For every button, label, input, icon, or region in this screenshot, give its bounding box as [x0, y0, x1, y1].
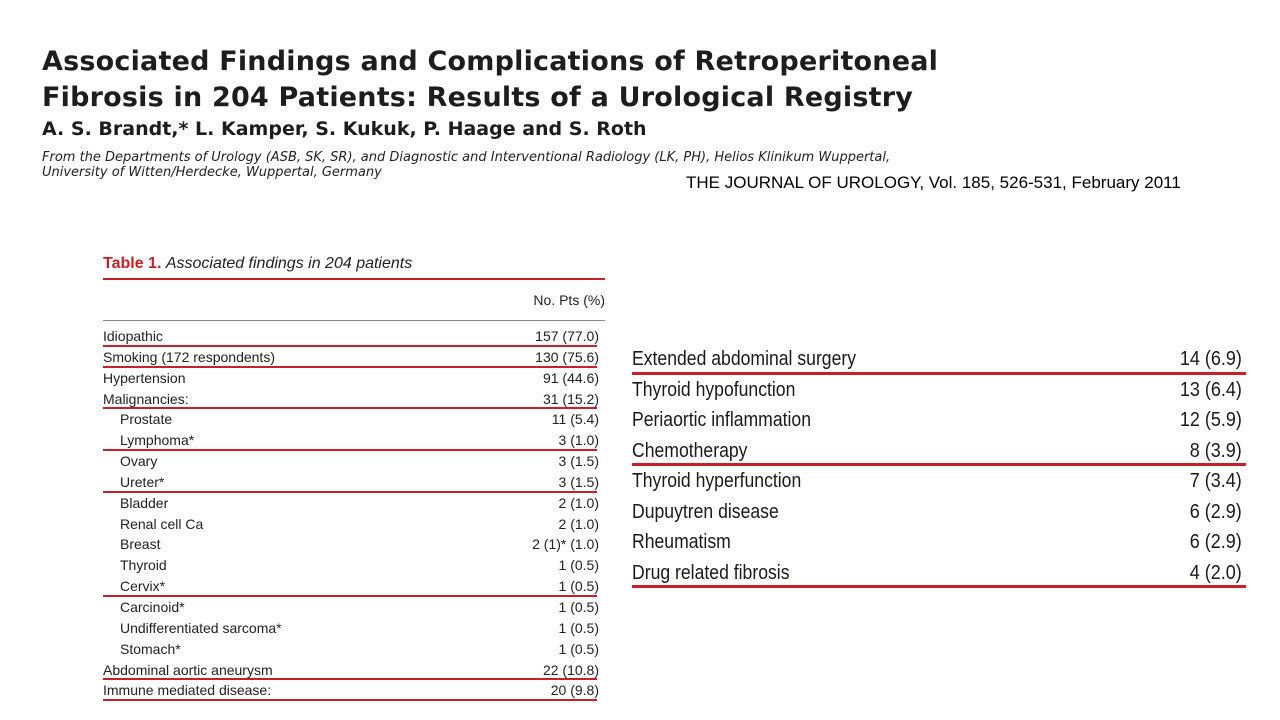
row-label: Lymphoma*	[120, 432, 195, 449]
row-value: 31 (15.2)	[542, 390, 599, 407]
row-value: 3 (1.5)	[558, 473, 599, 490]
row-value: 130 (75.6)	[535, 348, 599, 365]
row-value: 1 (0.5)	[558, 619, 599, 636]
table-row	[103, 576, 605, 597]
table-2-continuation	[632, 345, 1246, 589]
paper-title-line-1: Associated Findings and Complications of Retroperitoneal	[42, 46, 939, 77]
table-caption-text: Associated findings in 204 patients	[165, 255, 413, 272]
table-row	[632, 498, 1246, 529]
paper-title	[42, 44, 1242, 116]
row-label: Chemotherapy	[632, 439, 748, 462]
table-row	[103, 389, 605, 410]
row-value: 14 (6.9)	[1179, 348, 1242, 370]
table-1-rows	[103, 326, 605, 701]
table-row	[103, 639, 605, 660]
table-row	[103, 493, 605, 514]
row-label: Thyroid	[120, 557, 167, 574]
row-label: Undifferentiated sarcoma*	[120, 619, 282, 636]
row-value: 6 (2.9)	[1189, 531, 1242, 553]
affiliation-line-2: University of Witten/Herdecke, Wuppertal, Germany	[42, 165, 382, 180]
row-label: Carcinoid*	[120, 598, 185, 615]
table-row	[103, 660, 605, 681]
row-label: Stomach*	[120, 640, 181, 657]
table-row	[103, 326, 605, 347]
row-label: Prostate	[120, 411, 173, 428]
row-value: 6 (2.9)	[1189, 500, 1242, 523]
table-row	[632, 437, 1246, 468]
row-value: 8 (3.9)	[1189, 439, 1242, 462]
table-row	[632, 559, 1246, 590]
row-value: 22 (10.8)	[542, 661, 599, 678]
row-label: Smoking (172 respondents)	[103, 348, 275, 365]
row-label: Ovary	[120, 453, 158, 470]
row-label: Bladder	[120, 494, 169, 511]
row-value: 157 (77.0)	[535, 328, 599, 344]
row-value: 1 (0.5)	[558, 578, 599, 595]
row-label: Idiopathic	[103, 328, 163, 344]
table-row	[103, 472, 605, 493]
table-row	[632, 406, 1246, 437]
table-row	[103, 597, 605, 618]
journal-citation: THE JOURNAL OF UROLOGY, Vol. 185, 526-531, February 2011	[686, 173, 1181, 192]
table-caption-label: Table 1.	[103, 255, 162, 272]
table-row	[103, 409, 605, 430]
row-value: 1 (0.5)	[558, 598, 599, 615]
table-caption	[103, 250, 605, 278]
row-value: 3 (1.5)	[558, 453, 599, 470]
row-label: Periaortic inflammation	[632, 409, 812, 431]
row-label: Hypertension	[103, 369, 186, 386]
table-row	[103, 347, 605, 368]
table-row	[632, 528, 1246, 559]
table-row	[103, 680, 605, 701]
row-label: Breast	[120, 536, 161, 553]
row-label: Thyroid hyperfunction	[632, 470, 802, 492]
table-row	[103, 451, 605, 472]
row-value: 3 (1.0)	[558, 432, 599, 449]
row-value: 7 (3.4)	[1189, 470, 1242, 492]
table-row	[103, 534, 605, 555]
row-value: 91 (44.6)	[542, 369, 599, 386]
row-label: Extended abdominal surgery	[632, 348, 857, 370]
paper-title-line-2: Fibrosis in 204 Patients: Results of a Urological Registry	[42, 82, 914, 113]
row-value: 12 (5.9)	[1179, 409, 1242, 431]
row-label: Drug related fibrosis	[632, 561, 790, 584]
row-value: 11 (5.4)	[551, 411, 599, 428]
paper-authors: A. S. Brandt,* L. Kamper, S. Kukuk, P. Haage and S. Roth	[42, 118, 647, 140]
row-label: Rheumatism	[632, 531, 731, 553]
row-label: Ureter*	[120, 473, 165, 490]
table-row	[632, 467, 1246, 498]
column-header: No. Pts (%)	[533, 292, 605, 308]
row-value: 2 (1)* (1.0)	[532, 536, 599, 553]
row-value: 1 (0.5)	[558, 640, 599, 657]
table-row	[632, 376, 1246, 407]
row-label: Renal cell Ca	[120, 515, 204, 532]
table-row	[103, 618, 605, 639]
header-rule	[103, 320, 605, 321]
row-value: 4 (2.0)	[1189, 561, 1242, 584]
table-1	[103, 250, 605, 701]
table-row	[632, 345, 1246, 376]
row-label: Malignancies:	[103, 390, 189, 407]
row-label: Abdominal aortic aneurysm	[103, 661, 273, 678]
row-value: 2 (1.0)	[558, 515, 599, 532]
row-value: 1 (0.5)	[558, 557, 599, 574]
row-value: 20 (9.8)	[550, 682, 599, 699]
row-label: Immune mediated disease:	[103, 682, 272, 699]
row-value: 2 (1.0)	[558, 494, 599, 511]
table-row	[103, 555, 605, 576]
table-row	[103, 514, 605, 535]
table-row	[103, 430, 605, 451]
affiliation-line-1: From the Departments of Urology (ASB, SK, SR), and Diagnostic and Interventional Radiology (LK, PH), Helios Klinikum Wuppertal,	[42, 150, 891, 165]
table-row	[103, 368, 605, 389]
row-label: Cervix*	[120, 578, 166, 595]
row-value: 13 (6.4)	[1179, 378, 1242, 401]
row-label: Dupuytren disease	[632, 500, 779, 523]
row-label: Thyroid hypofunction	[632, 378, 796, 401]
